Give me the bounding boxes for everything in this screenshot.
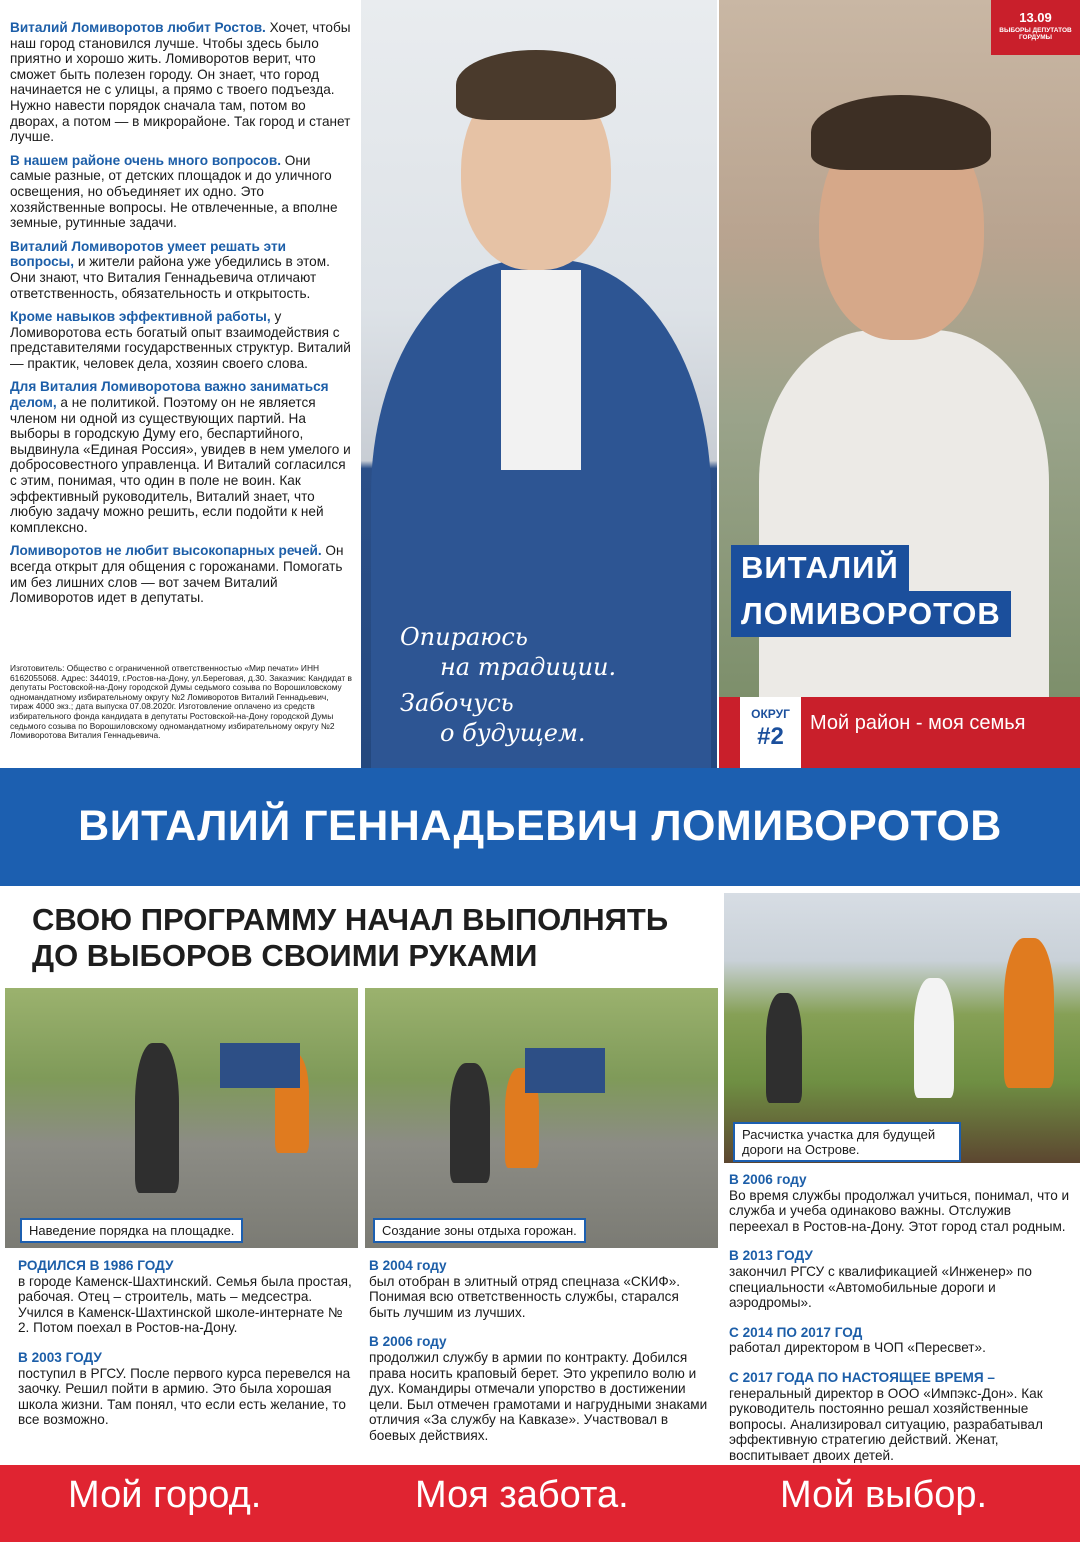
container-shape [525,1048,605,1093]
intro-heading-3: Виталий Ломиворотов умеет решать эти вопросы, [10,238,286,270]
bio-entry [729,1370,1074,1464]
district-number: #2 [757,723,784,750]
person-shape [450,1063,490,1183]
election-date-text: ВЫБОРЫ ДЕПУТАТОВ ГОРДУМЫ [999,27,1072,41]
bio-text: был отобран в элитный отряд спецназа «СКИФ». Понимая всю ответственность службы, старался быть лучшим из лучших. [369,1273,681,1320]
bio-entry [729,1248,1074,1310]
bio-entry [729,1172,1074,1234]
bio-text: поступил в РГСУ. После первого курса перевелся на заочку. Решил пойти в армию. Это была хорошая школа жизни. Там понял, что если есть желание, то все возможно. [18,1365,351,1428]
container-shape [220,1043,300,1088]
photo-caption-3: Расчистка участка для будущей дороги на Острове. [733,1122,961,1162]
person-shape [766,993,802,1103]
hair-shape [811,95,991,170]
intro-paragraph-5 [10,379,352,535]
bio-heading: В 2013 ГОДУ [729,1248,813,1264]
footer-slogan-1: Мой город. [68,1474,262,1516]
slogan-line-1: Опираюсь [400,623,528,651]
intro-heading-2: В нашем районе очень много вопросов. [10,152,281,168]
district-label: ОКРУГ [751,707,790,721]
bio-entry [18,1350,353,1428]
intro-column [10,20,352,614]
district-motto: Мой район - моя семья [810,712,1026,734]
election-date: 13.09 [1019,10,1052,25]
intro-heading-5: Для Виталия Ломиворотова важно заниматься делом, [10,379,329,411]
work-photo-2 [365,988,718,1248]
intro-paragraph-3 [10,239,352,301]
shirt-shape [759,330,1049,697]
program-heading-line-1: СВОЮ ПРОГРАММУ НАЧАЛ ВЫПОЛНЯТЬ [32,902,669,937]
bio-heading: С 2014 ПО 2017 ГОД [729,1324,863,1340]
person-shape [135,1043,179,1193]
bio-column-2 [369,1258,709,1458]
bio-text: в городе Каменск-Шахтинский. Семья была простая, рабочая. Отец – строитель, мать – медсестра. Учился в Каменск-Шахтинской школе-интернате № 2. Потом поехал в Ростов-на-Дону. [18,1273,352,1336]
intro-body-5: а не политикой. Поэтому он не является членом ни одной из существующих партий. На выборы в городскую Думу его, беспартийного, выдвинула «Единая Россия», увидев в нем умелого и добросовестного управленца. И Виталий согласился с этим, понимая, что один в поле не воин. Как эффективный руководитель, Виталий знает, что любую задачу можно решить, если подойти к ней комплексно. [10,395,351,535]
candidate-full-name: ВИТАЛИЙ ГЕННАДЬЕВИЧ ЛОМИВОРОТОВ [78,802,1002,850]
intro-paragraph-1 [10,20,352,145]
program-heading [32,902,732,974]
bio-heading: С 2017 ГОДА ПО НАСТОЯЩЕЕ ВРЕМЯ – [729,1369,995,1385]
intro-body-6: Он всегда открыт для общения с горожанами. Помогать им без лишних слов — вот зачем Виталий Ломиворотов идет в депутаты. [10,543,344,606]
district-badge [740,697,801,768]
bio-heading: В 2006 году [369,1334,447,1350]
intro-body-1: Хочет, чтобы наш город становился лучше. Чтобы здесь было приятно и хорошо жить. Ломиворотов верит, что сможет быть полезен городу. Он знает, что город начинается не с улицы, а прямо с твоего подъезда. Нужно навести порядок сначала там, потом во дворах, а потом — в микрорайоне. Так город и станет лучше. [10,20,351,145]
bio-text: работал директором в ЧОП «Пересвет». [729,1340,986,1356]
bio-column-1 [18,1258,353,1442]
bio-heading: РОДИЛСЯ В 1986 ГОДУ [18,1258,174,1273]
intro-heading-1: Виталий Ломиворотов любит Ростов. [10,20,266,35]
intro-heading-6: Ломиворотов не любит высокопарных речей. [10,543,322,559]
photo-caption-1: Наведение порядка на площадке. [20,1218,243,1243]
shirt-shape [501,270,581,470]
bio-text: Во время службы продолжал учиться, понимал, что и служба и учеба одинаково важны. Отслужив переехал в Ростов-на-Дону. Этот город стал родным. [729,1187,1070,1234]
intro-body-2: Они самые разные, от детских площадок и до уличного освещения, но объединяет их одно. Это хозяйственные вопросы. Не отвлеченные, а вполне земные, рутинные задачи. [10,152,338,231]
slogan-line-2: на традиции. [440,653,617,681]
bio-text: генеральный директор в ООО «Импэкс-Дон». Как руководитель постоянно решал хозяйственные вопросы. Анализировал ситуацию, разрабатывал эффективную стратегию действий. Женат, воспитывает двоих детей. [729,1385,1043,1463]
bio-entry [18,1258,353,1336]
program-heading-line-2: ДО ВЫБОРОВ СВОИМИ РУКАМИ [32,938,538,973]
person-shape [914,978,954,1098]
imprint-text: Изготовитель: Общество с ограниченной ответственностью «Мир печати» ИНН 6162055068. Адрес: 344019, г.Ростов-на-Дону, ул.Береговая, д.30. Заказчик: Кандидат в депутаты Ростовской-на-Дону городской Думы седьмого созыва по Ворошиловскому одномандатному избирательному округу №2 Ломиворотов Виталий Геннадьевич, тираж 4000 экз.; дата выпуска 07.08.2020г. Изготовление оплачено из средств избирательного фонда кандидата в депутаты Ростовской-на-Дону городской Думы седьмого созыва по Ворошиловскому одномандатному избирательному округу №2 Ломиворотова Виталия Геннадьевича. [10,663,352,741]
person-shape [1004,938,1054,1088]
footer-slogan-3: Мой выбор. [780,1474,988,1516]
slogan-line-4: о будущем. [440,719,586,747]
bio-text: продолжил службу в армии по контракту. Добился права носить краповый берет. Это укрепило волю и дух. Командиры отмечали упорство в достижении цели. Был отмечен грамотами и нагрудными знаками отличия «За службу на Кавказе». Участвовал в боевых действиях. [369,1349,708,1443]
work-photo-1 [5,988,358,1248]
bio-heading: В 2006 году [729,1172,807,1187]
candidate-first-name: ВИТАЛИЙ [731,545,909,591]
bio-entry [369,1334,709,1443]
bio-entry [729,1325,1074,1356]
intro-body-3: и жители района уже убедились в этом. Они знают, что Виталия Геннадьевича отличают ответственность, обязательность и открытость. [10,254,330,301]
bio-heading: В 2003 ГОДУ [18,1349,102,1365]
candidate-last-name: ЛОМИВОРОТОВ [731,591,1011,637]
intro-body-4: у Ломиворотова есть богатый опыт взаимодействия с представителями государственных структур. Виталий — практик, человек дела, хозяин своего слова. [10,309,351,371]
bio-heading: В 2004 году [369,1258,447,1273]
bio-column-3 [729,1172,1074,1478]
slogan-line-3: Забочусь [400,689,514,717]
intro-paragraph-2 [10,153,352,231]
election-date-badge [991,0,1080,55]
bio-entry [369,1258,709,1320]
hair-shape [456,50,616,120]
intro-paragraph-6 [10,543,352,605]
slogan [400,622,700,748]
intro-heading-4: Кроме навыков эффективной работы, [10,309,271,325]
footer-slogan-2: Моя забота. [415,1474,629,1516]
intro-paragraph-4 [10,309,352,371]
photo-caption-2: Создание зоны отдыха горожан. [373,1218,586,1243]
bio-text: закончил РГСУ с квалификацией «Инженер» по специальности «Автомобильные дороги и аэродромы». [729,1263,1032,1311]
